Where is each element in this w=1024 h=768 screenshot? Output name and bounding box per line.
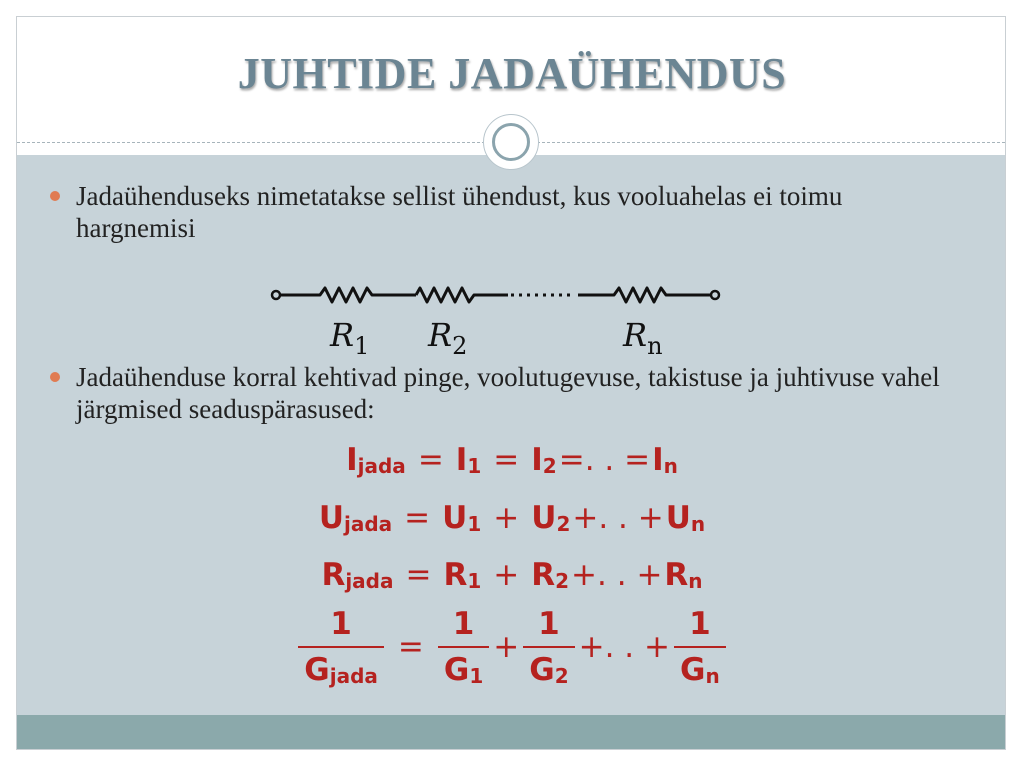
ring-inner — [492, 123, 530, 161]
subscript: 2 — [556, 512, 571, 536]
formula-current: $I_{jada} = I_1 = I_2=$. . $=I_n$ — [346, 442, 678, 478]
subscript: jada — [329, 664, 378, 688]
subscript: jada — [345, 569, 394, 593]
terminal-left — [272, 291, 280, 299]
ellipsis: =. . = — [558, 442, 651, 478]
fraction-bar — [674, 646, 726, 648]
bullet-text: Jadaühenduse korral kehtivad pinge, voolutugevuse, takistuse ja juhtivuse vahel järgmised seaduspärasused: — [76, 362, 940, 424]
denominator — [674, 652, 726, 688]
subscript: n — [705, 664, 720, 688]
fraction-gn — [674, 606, 726, 688]
fraction-bar — [523, 646, 574, 648]
subscript: 1 — [467, 569, 482, 593]
symbol: R — [531, 557, 556, 593]
symbol: G — [443, 652, 470, 688]
symbol: R — [664, 557, 689, 593]
subscript: n — [688, 569, 703, 593]
symbol: U — [318, 500, 344, 536]
label-rn: $R_n$ — [623, 316, 663, 360]
numerator: 1 — [452, 606, 475, 642]
ellipsis: +. . + — [571, 557, 663, 593]
symbol: R — [321, 557, 346, 593]
wire-resistor-2 — [416, 288, 508, 302]
symbol: G — [529, 652, 555, 688]
formula-voltage: $U_{jada} = U_1 + U_2+$. . $+U_n$ — [318, 500, 706, 536]
subscript: 1 — [469, 664, 484, 688]
subscript: jada — [357, 454, 406, 478]
subscript: jada — [344, 512, 393, 536]
bullet-dot-icon — [50, 372, 60, 382]
denominator — [298, 652, 384, 688]
fraction-g1 — [438, 606, 489, 688]
ellipsis: +. . + — [572, 500, 664, 536]
subscript: 2 — [554, 664, 569, 688]
symbol: I — [652, 442, 664, 478]
wire-resistor-1 — [280, 288, 416, 302]
denominator — [523, 652, 574, 688]
label-r2: $R_2$ — [428, 316, 468, 360]
subscript: 1 — [467, 512, 482, 536]
symbol: R — [443, 557, 468, 593]
subscript: 1 — [467, 454, 482, 478]
bullet-laws — [50, 361, 950, 425]
series-circuit-diagram — [268, 278, 728, 368]
numerator: 1 — [538, 606, 560, 642]
subscript: 2 — [542, 454, 557, 478]
formula-conductance: $\frac{1}{G_{jada}}$ = $\frac{1}{G_1}$ + $\frac{1}{G_2}$ +. . + $\frac{1}{G_n}$ — [0, 606, 1024, 710]
symbol: U — [531, 500, 557, 536]
symbol: I — [455, 442, 468, 478]
fraction-lhs — [298, 606, 384, 688]
bullet-dot-icon — [50, 191, 60, 201]
denominator — [438, 652, 489, 688]
footer-bar — [17, 715, 1005, 749]
numerator: 1 — [330, 606, 352, 642]
subscript: n — [690, 512, 706, 536]
symbol: G — [304, 652, 330, 688]
subscript: 2 — [555, 569, 570, 593]
bullet-definition — [50, 180, 950, 244]
bullet-text: Jadaühenduseks nimetatakse sellist ühendust, kus vooluahelas ei toimu hargnemisi — [76, 181, 843, 243]
ellipsis: +. . + — [578, 629, 670, 665]
fraction-bar — [298, 646, 384, 648]
terminal-right — [711, 291, 719, 299]
formula-resistance: $R_{jada} = R_1 + R_2+$. . $+R_n$ — [321, 557, 703, 593]
symbol: I — [531, 442, 543, 478]
wire-resistor-n — [578, 288, 711, 302]
symbol: I — [346, 442, 358, 478]
slide-title: JUHTIDE JADAÜHENDUS — [237, 49, 787, 98]
fraction-g2 — [523, 606, 574, 688]
symbol: G — [680, 652, 706, 688]
symbol: U — [442, 500, 468, 536]
subscript: n — [663, 454, 678, 478]
symbol: U — [665, 500, 691, 536]
numerator: 1 — [689, 606, 711, 642]
fraction-bar — [438, 646, 489, 648]
divider-ring-icon — [483, 114, 539, 170]
label-r1: $R_1$ — [330, 316, 370, 360]
